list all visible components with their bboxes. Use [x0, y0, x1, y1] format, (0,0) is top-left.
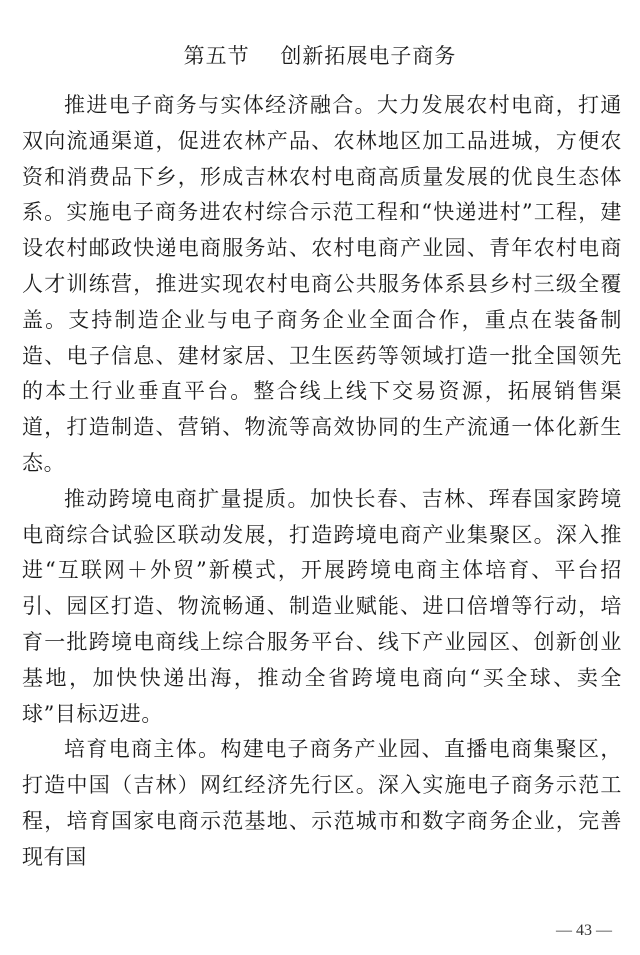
paragraph-ecommerce-entities: 培育电商主体。构建电子商务产业园、直播电商集聚区，打造中国（吉林）网红经济先行区。深入实施电子商务示范工程，培育国家电商示范基地、示范城市和数字商务企业，完善现有国: [22, 737, 622, 869]
paragraph-cross-border-ecommerce: 推动跨境电商扩量提质。加快长春、吉林、珲春国家跨境电商综合试验区联动发展，打造跨境电商产业集聚区。深入推进“互联网＋外贸”新模式，开展跨境电商主体培育、平台招引、园区打造、物流畅通、制造业赋能、进口倍增等行动，培育一批跨境电商线上综合服务平台、线下产业园区、创新创业基地，加快快递出海，推动全省跨境电商向“买全球、卖全球”目标迈进。: [22, 486, 622, 726]
page-number: — 43 —: [556, 922, 612, 939]
paragraph-ecommerce-integration: 推进电子商务与实体经济融合。大力发展农村电商，打通双向流通渠道，促进农林产品、农林地区加工品进城，方便农资和消费品下乡，形成吉林农村电商高质量发展的优良生态体系。实施电子商务进农村综合示范工程和“快递进村”工程，建设农村邮政快递电商服务站、农村电商产业园、青年农村电商人才训练营，推进实现农村电商公共服务体系县乡村三级全覆盖。支持制造企业与电子商务企业全面合作，重点在装备制造、电子信息、建材家居、卫生医药等领域打造一批全国领先的本土行业垂直平台。整合线上线下交易资源，拓展销售渠道，打造制造、营销、物流等高效协同的生产流通一体化新生态。: [22, 93, 622, 475]
body-text: [22, 88, 622, 876]
section-title: 第五节 创新拓展电子商务: [183, 44, 457, 68]
